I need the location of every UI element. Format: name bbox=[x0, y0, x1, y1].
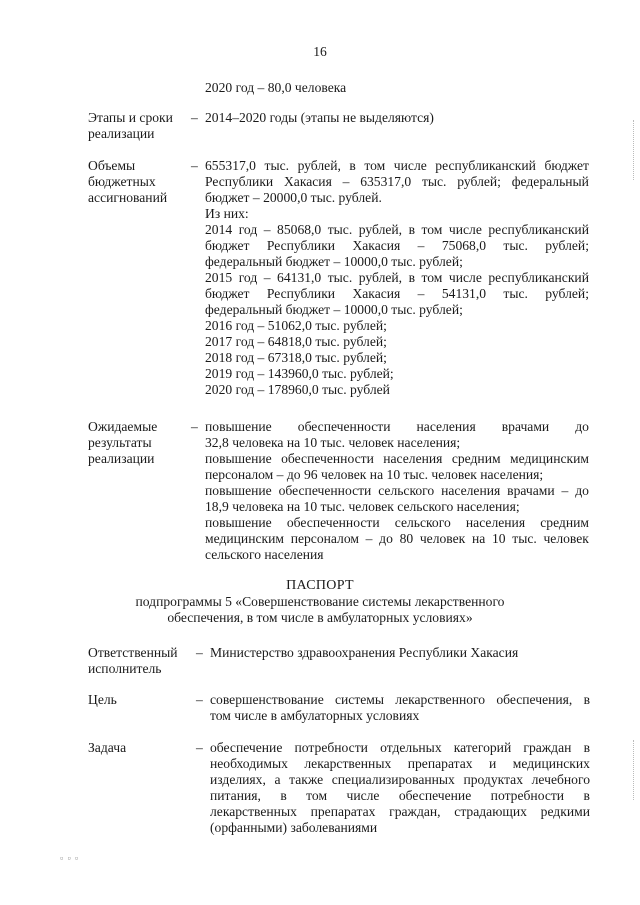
passport-subtitle-2: обеспечения, в том числе в амбулаторных условиях» bbox=[167, 610, 473, 625]
text-line: обеспечение потребности отдельных категорий граждан в bbox=[210, 740, 590, 755]
text-line: Республики Хакасия – 635317,0 тыс. рублей; федеральный bbox=[205, 174, 589, 189]
top-continuation-text: 2020 год – 80,0 человека bbox=[205, 80, 347, 95]
text-line: совершенствование системы лекарственного обеспечения, в bbox=[210, 692, 590, 707]
text-line: повышение обеспеченности сельского населения средним bbox=[205, 515, 589, 530]
scan-artifact-mark: ▫ ▫ ▫ bbox=[60, 853, 80, 863]
text-line: лекарственных препаратах граждан, страдающих редкими bbox=[210, 804, 590, 819]
page-number: 16 bbox=[313, 44, 327, 59]
passport-title: ПАСПОРТ bbox=[286, 578, 354, 593]
text-line: Из них: bbox=[205, 206, 249, 221]
executor-label: Ответственный исполнитель bbox=[88, 645, 178, 676]
budget-label: Объемы бюджетных ассигнований bbox=[88, 158, 168, 205]
results-value bbox=[205, 419, 589, 563]
executor-value: Министерство здравоохранения Республики Хакасия bbox=[210, 645, 519, 660]
text-line: том числе в амбулаторных условиях bbox=[210, 708, 420, 723]
text-line: федеральный бюджет – 10000,0 тыс. рублей; bbox=[205, 254, 463, 269]
goal-value bbox=[210, 692, 590, 724]
text-line: 2020 год – 178960,0 тыс. рублей bbox=[205, 382, 390, 397]
text-line: 2019 год – 143960,0 тыс. рублей; bbox=[205, 366, 394, 381]
task-dash: – bbox=[196, 740, 203, 755]
stages-label: Этапы и сроки реализации bbox=[88, 110, 173, 141]
text-line: медицинским персоналом – до 80 человек на 10 тыс. человек bbox=[205, 531, 589, 546]
goal-label: Цель bbox=[88, 692, 117, 707]
stages-dash: – bbox=[191, 110, 198, 125]
text-line: бюджет – 20000,0 тыс. рублей. bbox=[205, 190, 382, 205]
budget-value bbox=[205, 158, 589, 398]
text-line: федеральный бюджет – 10000,0 тыс. рублей; bbox=[205, 302, 463, 317]
goal-dash: – bbox=[196, 692, 203, 707]
text-line: 2014 год – 85068,0 тыс. рублей, в том числе республиканский bbox=[205, 222, 589, 237]
text-line: повышение обеспеченности населения врачами до bbox=[205, 419, 589, 434]
text-line: бюджет Республики Хакасия – 54131,0 тыс. рублей; bbox=[205, 286, 589, 301]
stages-value: 2014–2020 годы (этапы не выделяются) bbox=[205, 110, 434, 125]
text-line: повышение обеспеченности сельского населения врачами – до bbox=[205, 483, 589, 498]
task-value bbox=[210, 740, 590, 836]
results-dash: – bbox=[191, 419, 198, 434]
text-line: 655317,0 тыс. рублей, в том числе республиканский бюджет bbox=[205, 158, 589, 173]
text-line: бюджет Республики Хакасия – 75068,0 тыс. рублей; bbox=[205, 238, 589, 253]
text-line: изделиях, а также специализированных продуктах лечебного bbox=[210, 772, 590, 787]
text-line: персоналом – до 96 человек на 10 тыс. человек населения; bbox=[205, 467, 544, 482]
text-line: повышение обеспеченности населения средним медицинским bbox=[205, 451, 589, 466]
task-label: Задача bbox=[88, 740, 127, 755]
text-line: (орфанными) заболеваниями bbox=[210, 820, 378, 835]
text-line: питания, в том числе обеспечение потребности в bbox=[210, 788, 590, 803]
scan-edge-artifact bbox=[629, 120, 634, 180]
text-line: 2015 год – 64131,0 тыс. рублей, в том числе республиканский bbox=[205, 270, 589, 285]
text-line: 2017 год – 64818,0 тыс. рублей; bbox=[205, 334, 387, 349]
text-line: необходимых лекарственных препаратах и медицинских bbox=[210, 756, 590, 771]
text-line: 2016 год – 51062,0 тыс. рублей; bbox=[205, 318, 387, 333]
passport-subtitle-1: подпрограммы 5 «Совершенствование системы лекарственного bbox=[135, 594, 505, 609]
text-line: 32,8 человека на 10 тыс. человек населения; bbox=[205, 435, 461, 450]
text-line: сельского населения bbox=[205, 547, 324, 562]
scan-edge-artifact bbox=[629, 740, 634, 800]
passport-heading bbox=[0, 578, 640, 626]
results-label: Ожидаемые результаты реализации bbox=[88, 419, 158, 466]
text-line: 18,9 человека на 10 тыс. человек сельского населения; bbox=[205, 499, 520, 514]
budget-dash: – bbox=[191, 158, 198, 173]
executor-dash: – bbox=[196, 645, 203, 660]
text-line: 2018 год – 67318,0 тыс. рублей; bbox=[205, 350, 387, 365]
